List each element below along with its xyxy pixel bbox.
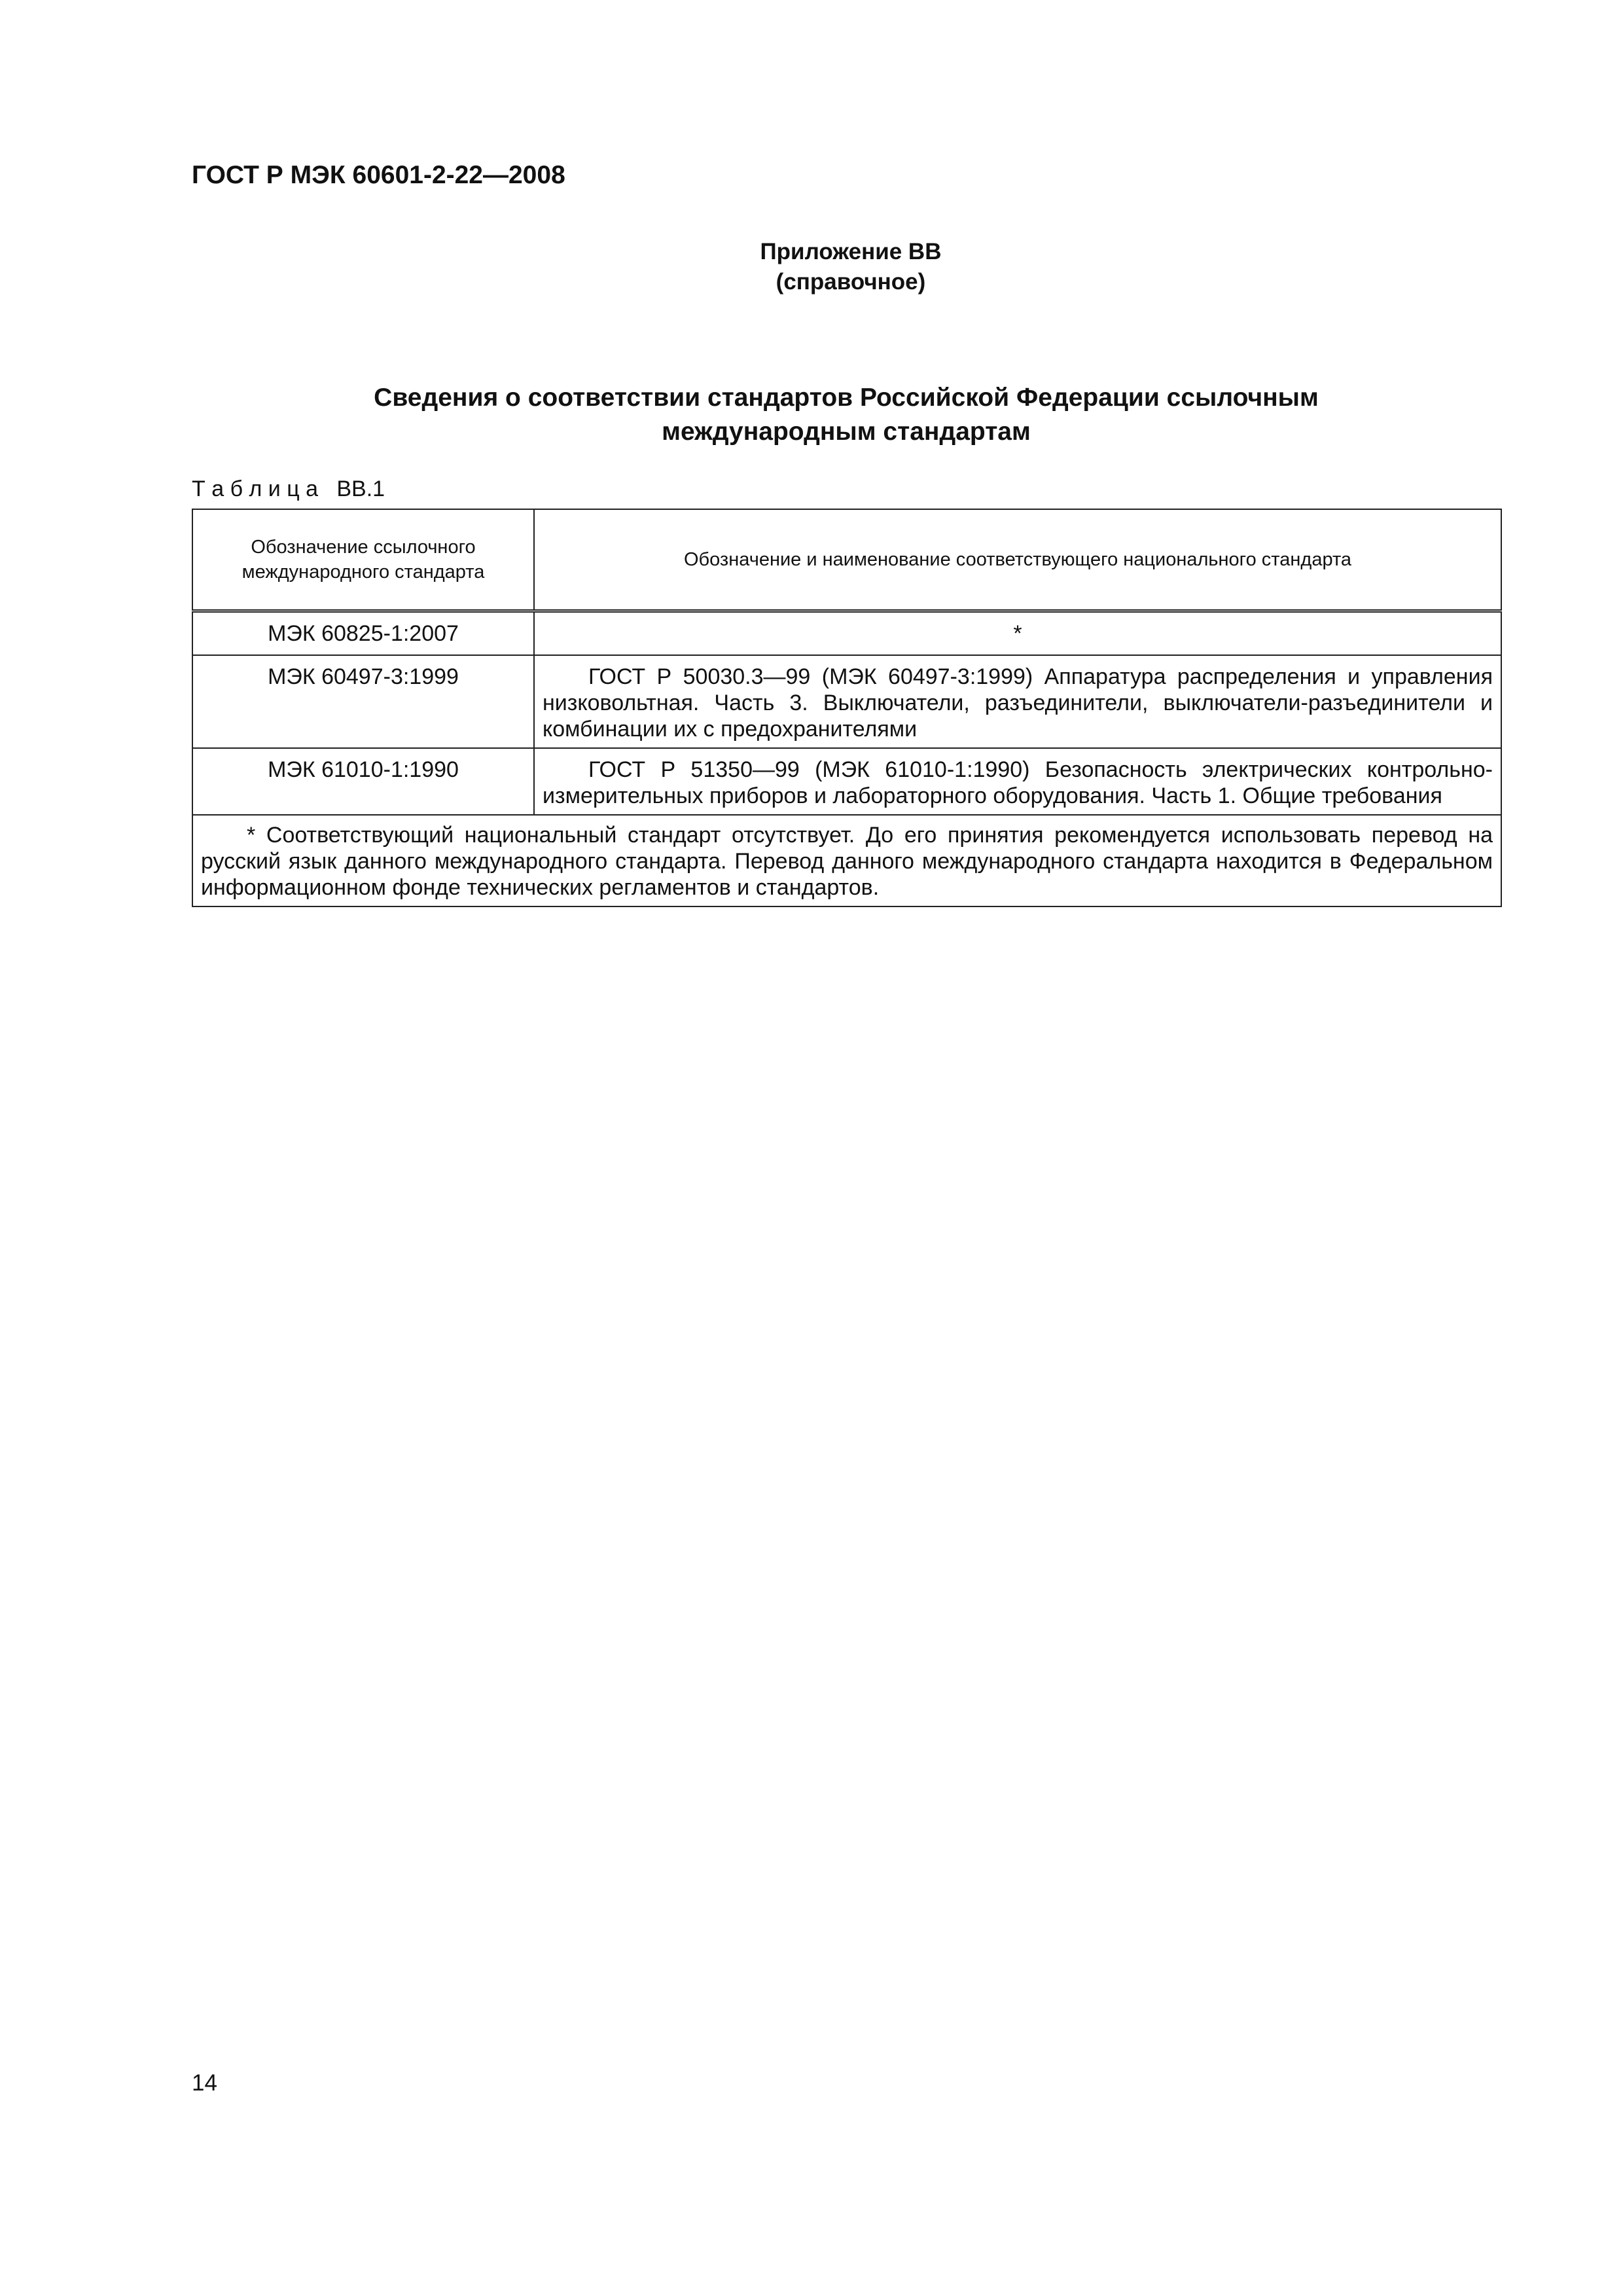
annex-title: Приложение ВВ (760, 239, 942, 264)
table-row (192, 611, 1501, 656)
table-caption: Т а б л и ц а ВВ.1 (192, 476, 385, 501)
header-intl-standard: Обозначение ссылочного международного стандарта (192, 509, 534, 611)
annex-heading (458, 237, 1243, 297)
section-title-line-2: международным стандартам (662, 418, 1031, 446)
table-row (192, 655, 1501, 748)
intl-standard-cell: МЭК 60497-3:1999 (192, 655, 534, 748)
intl-standard-cell: МЭК 60825-1:2007 (192, 611, 534, 656)
table-row (192, 748, 1501, 815)
national-standard-cell: * (534, 611, 1501, 656)
header-national-standard: Обозначение и наименование соответствующего национального стандарта (534, 509, 1501, 611)
national-standard-cell: ГОСТ Р 51350—99 (МЭК 61010-1:1990) Безопасность электрических контрольно-измерительных приборов и лабораторного оборудования. Часть 1. Общие требования (534, 748, 1501, 815)
correspondence-table (192, 509, 1501, 907)
document-code: ГОСТ Р МЭК 60601-2-22—2008 (192, 161, 565, 189)
table-footnote: * Соответствующий национальный стандарт отсутствует. До его принятия рекомендуется использовать перевод на русский язык данного международного стандарта. Перевод данного международного стандарта находится в Федеральном информационном фонде технических регламентов и стандартов. (192, 815, 1501, 906)
table-header-row (192, 509, 1501, 611)
page-number: 14 (192, 2070, 217, 2096)
section-title (192, 381, 1501, 449)
national-standard-cell: ГОСТ Р 50030.3—99 (МЭК 60497-3:1999) Аппаратура распределения и управления низковольтная. Часть 3. Выключатели, разъединители, выключатели-разъединители и комбинации их с предохранителями (534, 655, 1501, 748)
table-footnote-row (192, 815, 1501, 906)
intl-standard-cell: МЭК 61010-1:1990 (192, 748, 534, 815)
annex-kind: (справочное) (776, 269, 926, 295)
section-title-line-1: Сведения о соответствии стандартов Российской Федерации ссылочным (374, 384, 1319, 412)
